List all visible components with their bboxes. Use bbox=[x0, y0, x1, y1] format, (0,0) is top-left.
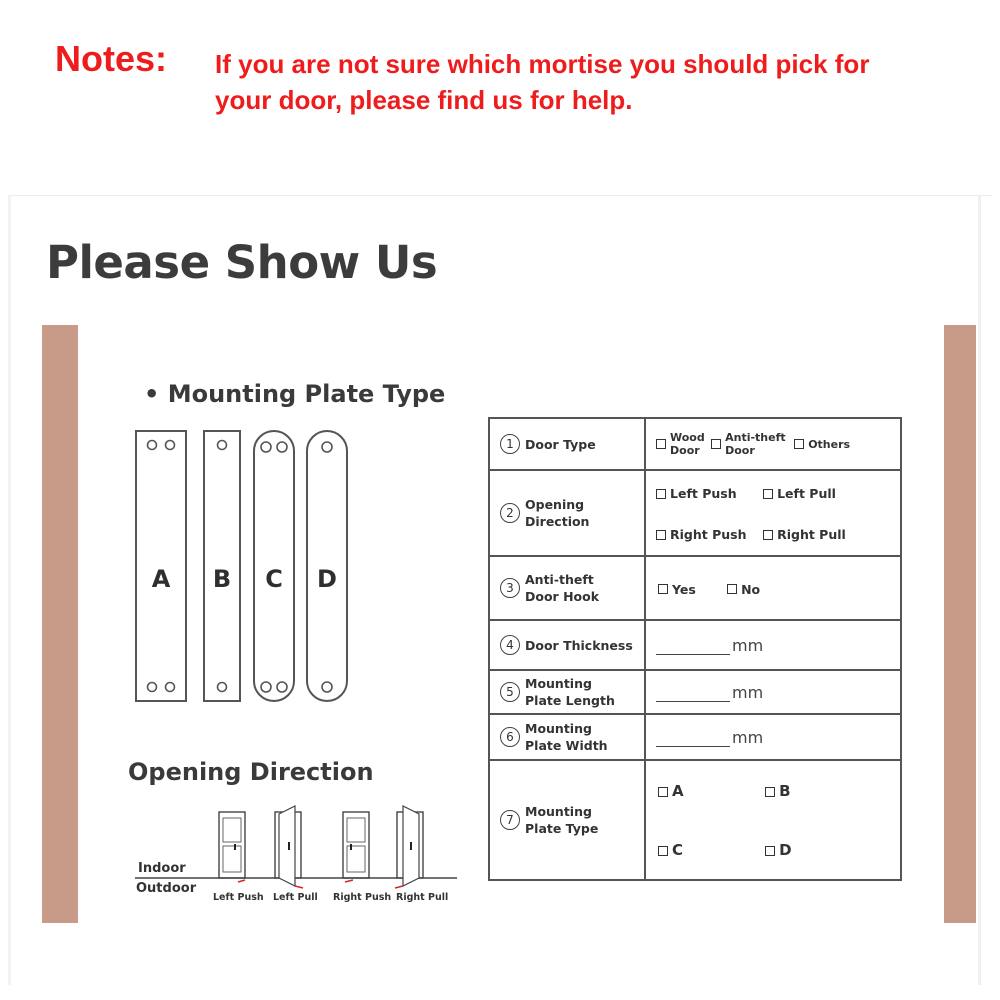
decorative-bar-left bbox=[42, 325, 78, 923]
option-plate-d: D bbox=[779, 841, 792, 859]
notes-label: Notes: bbox=[55, 38, 168, 79]
door-label-left-push: Left Push bbox=[213, 892, 264, 903]
plate-b bbox=[204, 431, 240, 701]
row-number: 4 bbox=[500, 635, 520, 655]
row-number: 5 bbox=[500, 682, 520, 702]
checkbox-plate-d[interactable] bbox=[765, 846, 775, 856]
plate-d bbox=[307, 431, 347, 701]
option-yes: Yes bbox=[672, 581, 696, 597]
checkbox-others[interactable] bbox=[794, 439, 804, 449]
door-thickness-input[interactable] bbox=[656, 640, 730, 655]
unit-mm: mm bbox=[732, 727, 764, 747]
option-wood-door: Wood Door bbox=[670, 431, 705, 457]
option-anti-theft-door: Anti-theft Door bbox=[725, 431, 786, 457]
checkbox-wood-door[interactable] bbox=[656, 439, 666, 449]
row-label-plate-type: Mounting Plate Type bbox=[525, 804, 599, 836]
checkbox-left-push[interactable] bbox=[656, 489, 666, 499]
row-number: 7 bbox=[500, 810, 520, 830]
row-number: 1 bbox=[500, 434, 520, 454]
page-title: Please Show Us bbox=[46, 236, 438, 289]
outdoor-label: Outdoor bbox=[136, 881, 197, 896]
option-others: Others bbox=[808, 437, 851, 451]
option-plate-c: C bbox=[672, 841, 684, 859]
checkbox-yes[interactable] bbox=[658, 584, 668, 594]
checkbox-no[interactable] bbox=[727, 584, 737, 594]
form-row-plate-length bbox=[489, 670, 901, 714]
row-label-door-type: Door Type bbox=[525, 436, 596, 452]
row-number: 3 bbox=[500, 578, 520, 598]
plate-c-label: C bbox=[265, 565, 283, 593]
indoor-label: Indoor bbox=[138, 861, 186, 876]
door-label-left-pull: Left Pull bbox=[273, 892, 318, 903]
form-row-door-type bbox=[489, 418, 901, 470]
plate-a-label: A bbox=[151, 565, 171, 593]
notes-text: If you are not sure which mortise you should pick for your door, please find us for help. bbox=[215, 49, 870, 115]
sheet-edge-right bbox=[978, 195, 981, 985]
checkbox-right-pull[interactable] bbox=[763, 530, 773, 540]
checkbox-left-pull[interactable] bbox=[763, 489, 773, 499]
option-plate-b: B bbox=[779, 782, 791, 800]
order-info-form bbox=[488, 417, 902, 881]
row-label-plate-width: Mounting Plate Width bbox=[525, 721, 608, 753]
plate-a bbox=[136, 431, 186, 701]
option-left-push: Left Push bbox=[670, 486, 737, 501]
plate-c bbox=[254, 431, 294, 701]
form-row-plate-type bbox=[489, 760, 901, 880]
door-label-right-pull: Right Pull bbox=[396, 892, 449, 903]
door-label-right-push: Right Push bbox=[333, 892, 392, 903]
option-right-pull: Right Pull bbox=[777, 527, 846, 542]
plate-d-label: D bbox=[317, 565, 337, 593]
checkbox-plate-c[interactable] bbox=[658, 846, 668, 856]
form-row-anti-theft-hook bbox=[489, 556, 901, 620]
form-row-door-thickness bbox=[489, 620, 901, 670]
sheet-edge-left bbox=[8, 195, 11, 985]
row-label-plate-length: Mounting Plate Length bbox=[525, 676, 615, 708]
plate-width-input[interactable] bbox=[656, 732, 730, 747]
row-label-door-thickness: Door Thickness bbox=[525, 637, 633, 653]
form-row-plate-width bbox=[489, 714, 901, 760]
door-left-pull bbox=[275, 806, 303, 888]
form-row-opening-direction bbox=[489, 470, 901, 556]
row-number: 2 bbox=[500, 503, 520, 523]
plate-b-label: B bbox=[212, 565, 232, 593]
decorative-bar-right bbox=[944, 325, 976, 923]
unit-mm: mm bbox=[732, 682, 764, 702]
row-label-anti-theft-hook: Anti-theft Door Hook bbox=[525, 572, 600, 604]
plate-length-input[interactable] bbox=[656, 687, 730, 702]
opening-direction-heading: Opening Direction bbox=[128, 758, 374, 786]
checkbox-plate-a[interactable] bbox=[658, 787, 668, 797]
option-left-pull: Left Pull bbox=[777, 486, 836, 501]
unit-mm: mm bbox=[732, 635, 764, 655]
checkbox-plate-b[interactable] bbox=[765, 787, 775, 797]
checkbox-anti-theft-door[interactable] bbox=[711, 439, 721, 449]
option-no: No bbox=[741, 581, 761, 597]
door-left-push bbox=[219, 812, 245, 882]
checkbox-right-push[interactable] bbox=[656, 530, 666, 540]
row-label-opening-direction: Opening Direction bbox=[525, 497, 590, 529]
mounting-plate-heading: • Mounting Plate Type bbox=[144, 380, 446, 408]
option-plate-a: A bbox=[672, 782, 684, 800]
door-right-pull bbox=[395, 806, 423, 888]
row-number: 6 bbox=[500, 727, 520, 747]
option-right-push: Right Push bbox=[670, 527, 747, 542]
mounting-plate-diagram bbox=[130, 425, 490, 715]
door-right-push bbox=[343, 812, 369, 882]
